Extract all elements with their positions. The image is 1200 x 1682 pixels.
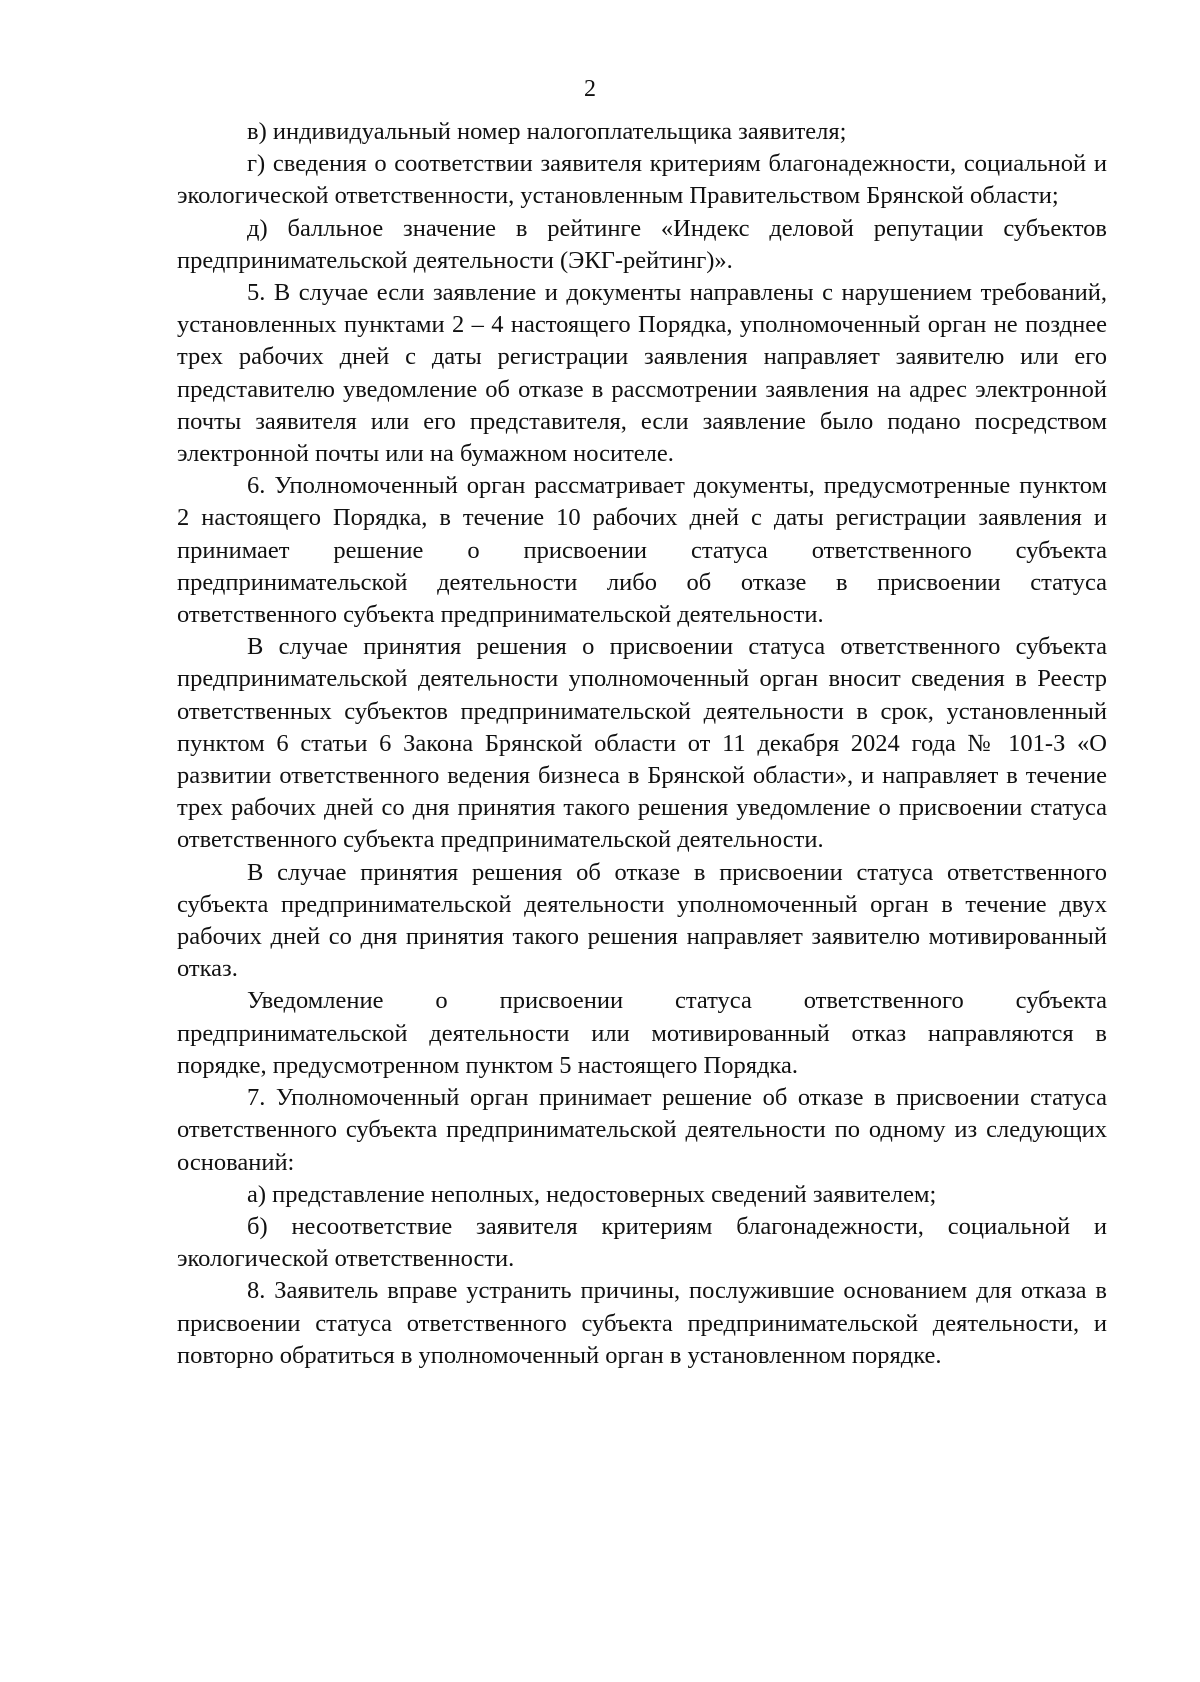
paragraph-notification: Уведомление о присвоении статуса ответственного субъекта предпринимательской деятельности или мотивированный отказ направляются в порядке, предусмотренном пунктом 5 настоящего Порядка. <box>177 987 1107 1079</box>
paragraph-item-d: д) балльное значение в рейтинге «Индекс деловой репутации субъектов предпринимательской деятельности (ЭКГ-рейтинг)». <box>177 214 1107 274</box>
paragraph-item-a: а) представление неполных, недостоверных сведений заявителем; <box>247 1180 937 1208</box>
paragraph-item-b: б) несоответствие заявителя критериям благонадежности, социальной и экологической ответственности. <box>177 1212 1107 1273</box>
document-body <box>177 116 1107 1372</box>
paragraph-point-5: 5. В случае если заявление и документы направлены с нарушением требований, установленных пунктами 2 – 4 настоящего Порядка, уполномоченный орган не позднее трех рабочих дней с даты регистрации заявления направляет заявителю или его представителю уведомление об отказе в рассмотрении заявления на адрес электронной почты заявителя или его представителя, если заявление было подано посредством электронной почты или на бумажном носителе. <box>177 279 1107 468</box>
paragraph-item-v: в) индивидуальный номер налогоплательщика заявителя; <box>247 118 847 145</box>
paragraph-point-6: 6. Уполномоченный орган рассматривает документы, предусмотренные пунктом 2 настоящего Порядка, в течение 10 рабочих дней с даты регистрации заявления и принимает решение о присвоении статуса ответственного субъекта предпринимательской деятельности либо об отказе в присвоении статуса ответственного субъекта предпринимательской деятельности. <box>177 472 1107 629</box>
paragraph-status-granted: В случае принятия решения о присвоении статуса ответственного субъекта предпринимательской деятельности уполномоченный орган вносит сведения в Реестр ответственных субъектов предпринимательской деятельности в срок, установленный пунктом 6 статьи 6 Закона Брянской области от 11 декабря 2024 года № 101-З «О развитии ответственного ведения бизнеса в Брянской области», и направляет в течение трех рабочих дней со дня принятия такого решения уведомление о присвоении статуса ответственного субъекта предпринимательской деятельности. <box>177 633 1107 854</box>
page-number: 2 <box>584 76 596 102</box>
paragraph-status-refused: В случае принятия решения об отказе в присвоении статуса ответственного субъекта предпринимательской деятельности уполномоченный орган в течение двух рабочих дней со дня принятия такого решения направляет заявителю мотивированный отказ. <box>177 858 1107 983</box>
paragraph-point-8: 8. Заявитель вправе устранить причины, послужившие основанием для отказа в присвоении статуса ответственного субъекта предпринимательской деятельности, и повторно обратиться в уполномоченный орган в установленном порядке. <box>177 1277 1107 1369</box>
paragraph-item-g: г) сведения о соответствии заявителя критериям благонадежности, социальной и экологической ответственности, установленным Правительством Брянской области; <box>177 150 1107 210</box>
paragraph-point-7: 7. Уполномоченный орган принимает решение об отказе в присвоении статуса ответственного субъекта предпринимательской деятельности по одному из следующих оснований: <box>177 1084 1107 1176</box>
